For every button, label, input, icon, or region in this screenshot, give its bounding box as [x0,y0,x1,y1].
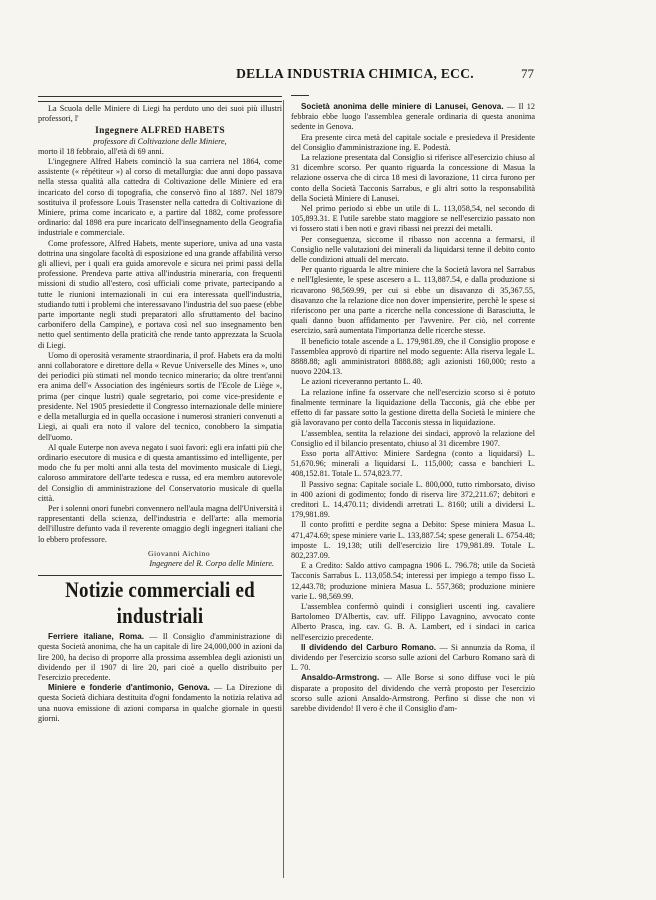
news-item [291,643,535,674]
report-paragraph: La relazione infine fa osservare che nell'esercizio scorso si è potuto finalmente terminare la liquidazione della Tacconis, già che ebbe per effetto di far passare sotto la gestione diretta della Società le miniere che già lavoravano per conto della Tacconis stessa in liquidazione. [291,387,535,428]
header-double-rule [38,96,282,102]
obituary-death: morto il 18 febbraio, all'età di 69 anni. [38,146,164,156]
obituary-paragraph: Come professore, Alfred Habets, mente superiore, univa ad una vasta dottrina una singolare facoltà di esposizione ed una grande affabilità verso gli allievi, per i quali era guida amorevole e sicura nei primi passi della professione. Prendeva parte attiva all'industria mineraria, con frequenti missioni di studio all'estero, così ufficiali come private, partecipando a tutte le riunioni internazionali in cui era interessata quell'industria, studiando tutti i problemi che interessavano l'industria del suo paese (ebbe parte importante negli studi preparatori allo sfruttamento del bacino carbonifero della Campine), e portava così nel suo insegnamento ben netto quel sentimento della praticità che rende tanto apprezzata la Scuola di Liegi. [38,238,282,350]
report-paragraph: Il Passivo segna: Capitale sociale L. 800,000, tutto rimborsato, diviso in 400 azioni di godimento; fondo di riserva lire 372,211.67; debitori e creditori L. 14,470.11; dividendi arretrati L. 8160; utili a dividersi L. 179,981.89. [291,479,535,520]
news-item-lead: Il dividendo del Carburo Romano. [301,642,437,652]
news-item [291,673,535,714]
news-item-text: — Si annunzia da Roma, il dividendo per l'esercizio scorso sulle azioni del Carburo Romano sarà di L. 70. [291,642,535,673]
obituary-paragraph: Uomo di operosità veramente straordinaria, il prof. Habets era da molti anni collaboratore e direttore della « Revue Universelle des Mines », uno dei periodici più stimati nel mondo tecnico minerario; da oltre trent'anni era anima dell'« Association des ingénieurs sortis de l'Ecole de Liège », prima (per cinque lustri) quale segretario, poi come vice-presidente e presidente. Nel 1905 presiedette il Congresso internazionale delle miniere e della metallurgia ed in quella occasione i numerosi stranieri convenuti a Liegi, ai quali era noto il valore del tecnico, conobbero la simpatia dell'uomo. [38,350,282,442]
right-column [291,102,535,714]
report-paragraph: Esso porta all'Attivo: Miniere Sardegna (conto a liquidarsi) L. 51,670.96; minerali a liquidarsi L. 115,000; cassa e banchieri L. 408,152.81. Totale L. 574,823.77. [291,448,535,479]
report-paragraph: Il beneficio totale ascende a L. 179,981.89, che il Consiglio propose e l'assemblea approvò di ripartire nel modo seguente: Alla riserva legale L. 8888.88; agli amministratori 8888.88; agli azionisti 160,000; resto a nuovo 2204.13. [291,336,535,377]
running-title: DELLA INDUSTRIA CHIMICA, ECC. [236,66,474,81]
news-item-text: — Il 12 febbraio ebbe luogo l'assemblea generale ordinaria di questa anonima sedente in Genova. [291,102,535,132]
report-paragraph: Il conto profitti e perdite segna a Debito: Spese miniera Masua L. 471,474.69; spese miniere varie L. 133,887.54; spese generali L. 6754.48; imposte L. 19,138; utili dell'esercizio lire 179,981.89. Totale L. 802,237.09. [291,520,535,560]
report-paragraph: L'assemblea confermò quindi i consiglieri uscenti ing. cavaliere Bartolomeo D'Albertis, cav. uff. Filippo Lavagnino, avvocato conte Alberto Prasca, ing. cav. G. B. A. Lambert, ed i sindaci in carica nell'esercizio precedente. [291,601,535,642]
report-paragraph: E a Credito: Saldo attivo campagna 1906 L. 796.78; utile da Società Tacconis Sarrabus L. 113,058.54; interessi per impiego a tempo fisso L. 12,443.78; produzione miniera Masua L. 557,368; produzione miniere varie L. 98,569.99. [291,561,535,601]
news-item-lead: Società anonima delle miniere di Lanusei, Genova. [301,102,504,111]
news-item-lead: Ferriere italiane, Roma. [48,632,144,642]
page-number: 77 [521,66,534,81]
report-paragraph: La relazione presentata dal Consiglio si riferisce all'esercizio chiuso al 31 dicembre scorso. Per quanto riguarda la concessione di Masua la relazione osserva che di circa 18 mesi di lavorazione, 11 circa furono per conto della Società Tacconis Sarrabus, e gli altri sotto la responsabilità della Società Miniere di Lanusei. [291,153,535,203]
obituary-role: professore di Coltivazione delle Miniere, [93,136,227,146]
report-paragraph: Le azioni riceveranno pertanto L. 40. [301,377,423,387]
report-paragraph: Per quanto riguarda le altre miniere che la Società lavora nel Sarrabus e nell'Iglesiente, le spese ascesero a L. 113,887.54, e dalla produzione si ricavarono 98,569.99, per cui si ebbe un disavanzo di 35,367.55, disavanzo che la relazione dice non dover impensierire, perchè le spese si riferiscono per una parte a ricerche nella concessione di Barasciutta, le quali danno buon affidamento per l'avvenire. Per ciò, nel corrente esercizio, sarà aumentata l'importanza delle ricerche stesse. [291,265,535,336]
news-item-lead: Miniere e fonderie d'antimonio, Genova. [48,683,210,693]
obituary-paragraph: Al quale Euterpe non aveva negato i suoi favori: egli era infatti più che ordinario esecutore di musica e di questa amantissimo ed intelligente, per modo che fu per molti anni alla testa del movimento musicale di Liegi, caloroso ammiratore dell'arte tedesca e russa, ed era membro autorevole del Consiglio di amministrazione del Conservatorio musicale di quella città. [38,442,282,503]
news-item-text: — Alle Borse si sono diffuse voci le più disparate a proposito del dividendo che verrà proposto per l'esercizio scorso sulle azioni Ansaldo-Armstrong. Perfino si disse che non vi sarebbe dividendo! Il vero è che il Consiglio d'am- [291,673,535,713]
section-title: Notizie commerciali ed industriali [65,578,255,629]
report-paragraph: Per conseguenza, siccome il ribasso non accenna a fermarsi, il Consiglio nelle valutazioni dei minerali da liquidarsi tenne il debito conto delle condizioni attuali del mercato. [291,234,535,265]
obituary-name: Ingegnere ALFRED HABETS [95,126,225,137]
report-paragraph: Nel primo periodo si ebbe un utile di L. 113,058,54, nel secondo di 105,893.31. E l'utile sarebbe stato maggiore se nell'esercizio passato non vi fossero stati i ben noti e gravi ribassi nei prezzi dei metalli. [291,204,535,234]
left-column [38,104,282,724]
news-item-text: — Il Consiglio d'amministrazione di questa Società anonima, che ha un capitale di lire 24,000,000 in azioni da lire 200, ha deciso di proporre alla prossima assemblea degli azionisti un dividendo per il 1907 di lire 20, pari cioè a quello distribuito per l'esercizio precedente. [38,632,282,682]
news-item [38,683,282,724]
obituary-intro: La Scuola delle Miniere di Liegi ha perduto uno dei suoi più illustri professori, l' [38,104,282,124]
news-item-lead: Ansaldo-Armstrong. [301,673,380,683]
report-paragraph: L'assemblea, sentita la relazione dei sindaci, approvò la relazione del Consiglio ed il bilancio presentato, chiuso al 31 dicembre 1907. [291,428,535,448]
obituary-paragraph: Per i solenni onori funebri convennero nell'aula magna dell'Università i rappresentanti della scienza, dell'industria e dell'arte: alla memoria dell'illustre defunto vada il reverente omaggio degli ingegneri italiani che lo ebbero professore. [38,503,282,544]
report-paragraph: Era presente circa metà del capitale sociale e presiedeva il Presidente del Consiglio d'amministrazione ing. E. Podestà. [291,132,535,152]
news-item [38,632,282,683]
signature-name: Giovanni Aichino [147,548,210,558]
column-divider [283,100,284,878]
obituary-paragraph: L'ingegnere Alfred Habets cominciò la sua carriera nel 1864, come assistente (« répétiteur ») al corso di metallurgia: due anni dopo passava nella stessa qualità alla cattedra di Coltivazione delle Miniere ed era incaricato del corso di topografia, che conservò fino al 1887. Nel 1879 sostituiva il professore Louis Trasenster nella cattedra di Coltivazione di Miniere, prima come incaricato e, a partire dal 1882, come professore ordinario: dal 1898 era pure incaricato dell'insegnamento della Geografia industriale e commerciale. [38,157,282,238]
section-rule [38,575,282,576]
news-item-text: — La Direzione di questa Società dichiara destituita d'ogni fondamento la notizia relativa ad una nuova emissione di azioni comparsa in qualche giornale in questi giorni. [38,683,282,723]
signature-role: Ingegnere del R. Corpo delle Miniere. [149,558,274,568]
news-item [291,102,535,133]
right-column-top-rule [291,95,309,96]
